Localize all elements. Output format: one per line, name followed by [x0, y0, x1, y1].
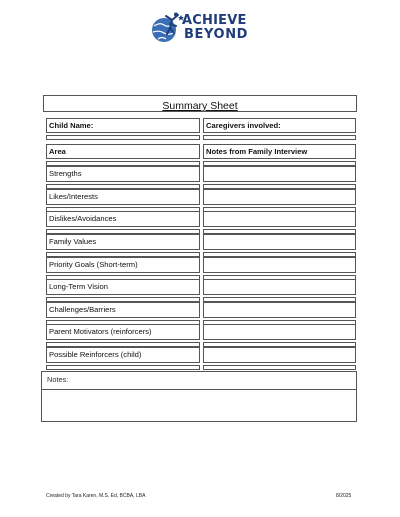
summary-title-box — [43, 95, 357, 112]
area-label: Family Values — [46, 234, 200, 250]
notes-divider — [42, 389, 356, 390]
area-label: Likes/Interests — [46, 189, 200, 205]
area-notes-field[interactable] — [203, 234, 356, 250]
child-name-label: Child Name: — [46, 118, 200, 133]
notes-box[interactable] — [41, 371, 357, 422]
area-notes-field[interactable] — [203, 257, 356, 273]
area-notes-field[interactable] — [203, 324, 356, 340]
area-notes-field[interactable] — [203, 347, 356, 363]
area-notes-field[interactable] — [203, 302, 356, 318]
page-title: Summary Sheet — [162, 100, 238, 112]
footer-credit: Created by Tara Karen, M.S. Ed, BCBA, LBA — [46, 493, 146, 499]
area-notes-field[interactable] — [203, 279, 356, 295]
area-notes-field[interactable] — [203, 189, 356, 205]
area-label: Dislikes/Avoidances — [46, 211, 200, 227]
notes-label: Notes: — [47, 375, 69, 384]
notes-column-header: Notes from Family Interview — [203, 144, 356, 159]
area-sub-left — [46, 365, 200, 370]
caregivers-field[interactable] — [203, 135, 356, 140]
logo-line-1: ACHIEVE — [182, 13, 247, 28]
area-column-header: Area — [46, 144, 200, 159]
footer-date: 8/2025 — [336, 493, 352, 499]
area-notes-field[interactable] — [203, 166, 356, 182]
area-label: Long-Term Vision — [46, 279, 200, 295]
area-notes-field[interactable] — [203, 211, 356, 227]
area-label: Possible Reinforcers (child) — [46, 347, 200, 363]
logo-line-2: BEYOND — [184, 27, 249, 42]
child-name-field[interactable] — [46, 135, 200, 140]
area-label: Priority Goals (Short-term) — [46, 257, 200, 273]
area-label: Challenges/Barriers — [46, 302, 200, 318]
caregivers-label: Caregivers involved: — [203, 118, 356, 133]
area-label: Strengths — [46, 166, 200, 182]
logo-wordmark — [182, 14, 248, 42]
area-sub-right[interactable] — [203, 365, 356, 370]
area-label: Parent Motivators (reinforcers) — [46, 324, 200, 340]
